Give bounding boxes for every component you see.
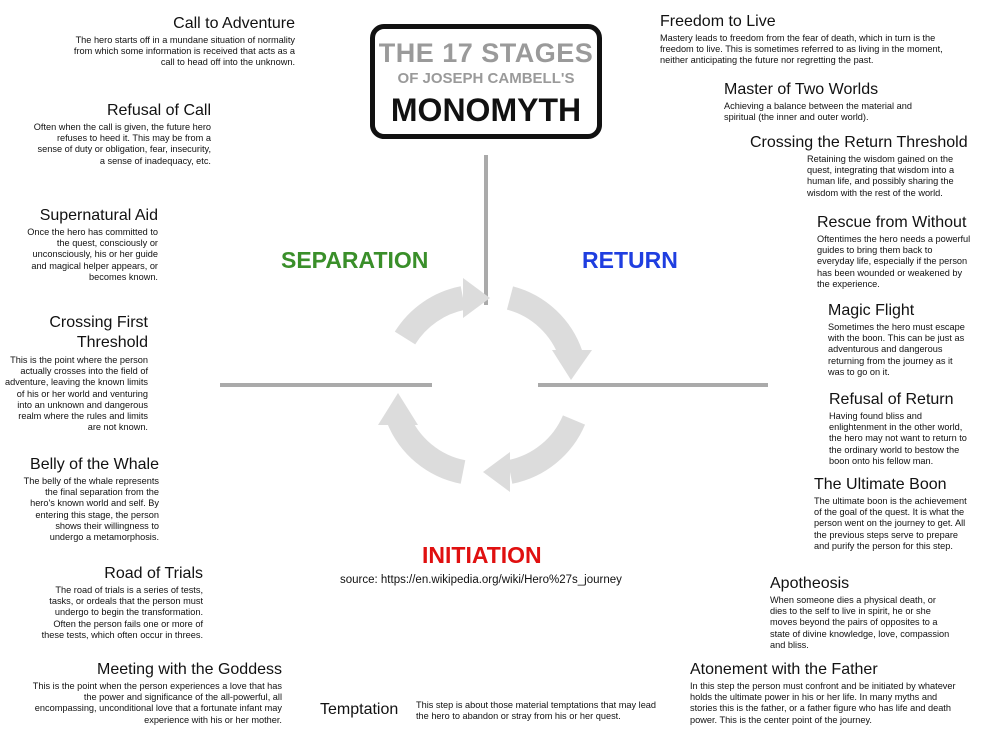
stage-road-of-trials xyxy=(36,564,203,641)
stage-title: Master of Two Worlds xyxy=(724,81,879,98)
stage-magic-flight xyxy=(828,301,973,378)
stage-title: Magic Flight xyxy=(828,302,915,319)
stage-title: Crossing First Threshold xyxy=(49,314,148,351)
phase-initiation: INITIATION xyxy=(422,542,542,568)
stage-belly-of-the-whale xyxy=(20,455,159,543)
stage-description: The belly of the whale represents the final separation from the hero's known world and self. By entering this stage, the person shows their willingness to undergo a metamorphosis. xyxy=(23,476,159,543)
stage-crossing-first-threshold xyxy=(4,313,148,433)
stage-description: Often when the call is given, the future hero refuses to heed it. This may be from a sense of duty or obligation, fear, insecurity, a sense of inadequacy, etc. xyxy=(33,122,211,166)
stage-freedom-to-live xyxy=(660,12,960,67)
stage-description: When someone dies a physical death, or dies to the self to live in spirit, he or she moves beyond the pairs of opposites to a state of divine knowledge, love, compassion and bliss. xyxy=(770,595,950,650)
stage-title: The Ultimate Boon xyxy=(814,476,947,493)
stage-description: Oftentimes the hero needs a powerful guides to bring them back to everyday life, especially if the person has been wounded or weakened by the experience. xyxy=(817,234,971,289)
stage-title: Meeting with the Goddess xyxy=(97,661,282,678)
title-box xyxy=(370,24,602,139)
stage-description: This is the point where the person actually crosses into the field of adventure, leaving the known limits of his or her world and venturing into an unknown and dangerous realm where the rules and limits are not known. xyxy=(5,355,148,433)
stage-description: In this step the person must confront and be initiated by whatever holds the ultimate power in his or her life. In many myths and stories this is the father, or a father figure who has life and death power. This is the center point of the journey. xyxy=(690,681,956,725)
stage-rescue-from-without xyxy=(817,213,982,290)
title-line-1: THE 17 STAGES xyxy=(378,38,594,68)
stage-description: Achieving a balance between the material and spiritual (the inner and outer world). xyxy=(724,101,912,123)
stage-description: The road of trials is a series of tests, tasks, or ordeals that the person must undergo to begin the transformation. Often the person fails one or more of these tests, which often occur in threes. xyxy=(41,585,203,640)
stage-refusal-of-call xyxy=(30,101,211,167)
stage-supernatural-aid xyxy=(18,206,158,283)
phase-return: RETURN xyxy=(582,247,678,273)
stage-title: Refusal of Call xyxy=(106,102,211,119)
stage-description: Mastery leads to freedom from the fear of death, which in turn is the freedom to live. This is sometimes referred to as living in the moment, neither anticipating the future nor regretting the past. xyxy=(660,33,943,66)
title-line-3: MONOMYTH xyxy=(390,92,582,128)
stage-title: Temptation xyxy=(320,701,399,718)
stage-description: This step is about those material temptations that may lead the hero to abandon or stray from his or her quest. xyxy=(416,700,657,722)
stage-title: Freedom to Live xyxy=(660,13,776,30)
source-citation: source: https://en.wikipedia.org/wiki/Hero%27s_journey xyxy=(340,574,622,586)
stage-title: Belly of the Whale xyxy=(30,456,159,473)
stage-the-ultimate-boon xyxy=(814,475,974,552)
title-line-2: OF JOSEPH CAMBELL'S xyxy=(397,70,575,87)
stage-description: The ultimate boon is the achievement of the goal of the quest. It is what the person went on the journey to get. All the previous steps serve to prepare and purify the person for this step. xyxy=(814,496,967,551)
stage-description: Sometimes the hero must escape with the boon. This can be just as adventurous and dangerous returning from the journey as it was to go on it. xyxy=(828,322,965,377)
stage-refusal-of-return xyxy=(829,390,979,467)
stage-meeting-with-the-goddess xyxy=(30,660,282,726)
stage-title: Call to Adventure xyxy=(173,15,295,32)
stage-master-of-two-worlds xyxy=(724,80,924,123)
stage-title: Crossing the Return Threshold xyxy=(750,134,968,151)
stage-title: Refusal of Return xyxy=(829,391,954,408)
stage-title: Road of Trials xyxy=(104,565,203,582)
phase-separation: SEPARATION xyxy=(281,247,429,273)
stage-title: Apotheosis xyxy=(770,575,850,592)
stage-description: Retaining the wisdom gained on the quest, integrating that wisdom into a human life, and possibly sharing the wisdom with the rest of the world. xyxy=(807,154,955,198)
stage-atonement-with-the-father xyxy=(690,660,970,726)
stage-description: This is the point when the person experiences a love that has the power and significance of the all-powerful, all encompassing, unconditional love that a fortunate infant may experience with his or her mother. xyxy=(32,681,282,725)
stage-title: Supernatural Aid xyxy=(39,207,158,224)
stage-apotheosis xyxy=(770,574,960,651)
stage-call-to-adventure xyxy=(66,14,295,69)
stage-description: Having found bliss and enlightenment in the other world, the hero may not want to return to the ordinary world to bestow the boon onto his fellow man. xyxy=(829,411,967,466)
stage-title: Atonement with the Father xyxy=(690,661,878,678)
stage-description: Once the hero has committed to the quest, consciously or unconsciously, his or her guide and magical helper appears, or becomes known. xyxy=(27,227,158,282)
stage-description: The hero starts off in a mundane situation of normality from which some information is received that acts as a call to head off into the unknown. xyxy=(73,35,295,68)
stage-title: Rescue from Without xyxy=(817,214,967,231)
stage-crossing-the-return-threshold xyxy=(750,133,982,199)
